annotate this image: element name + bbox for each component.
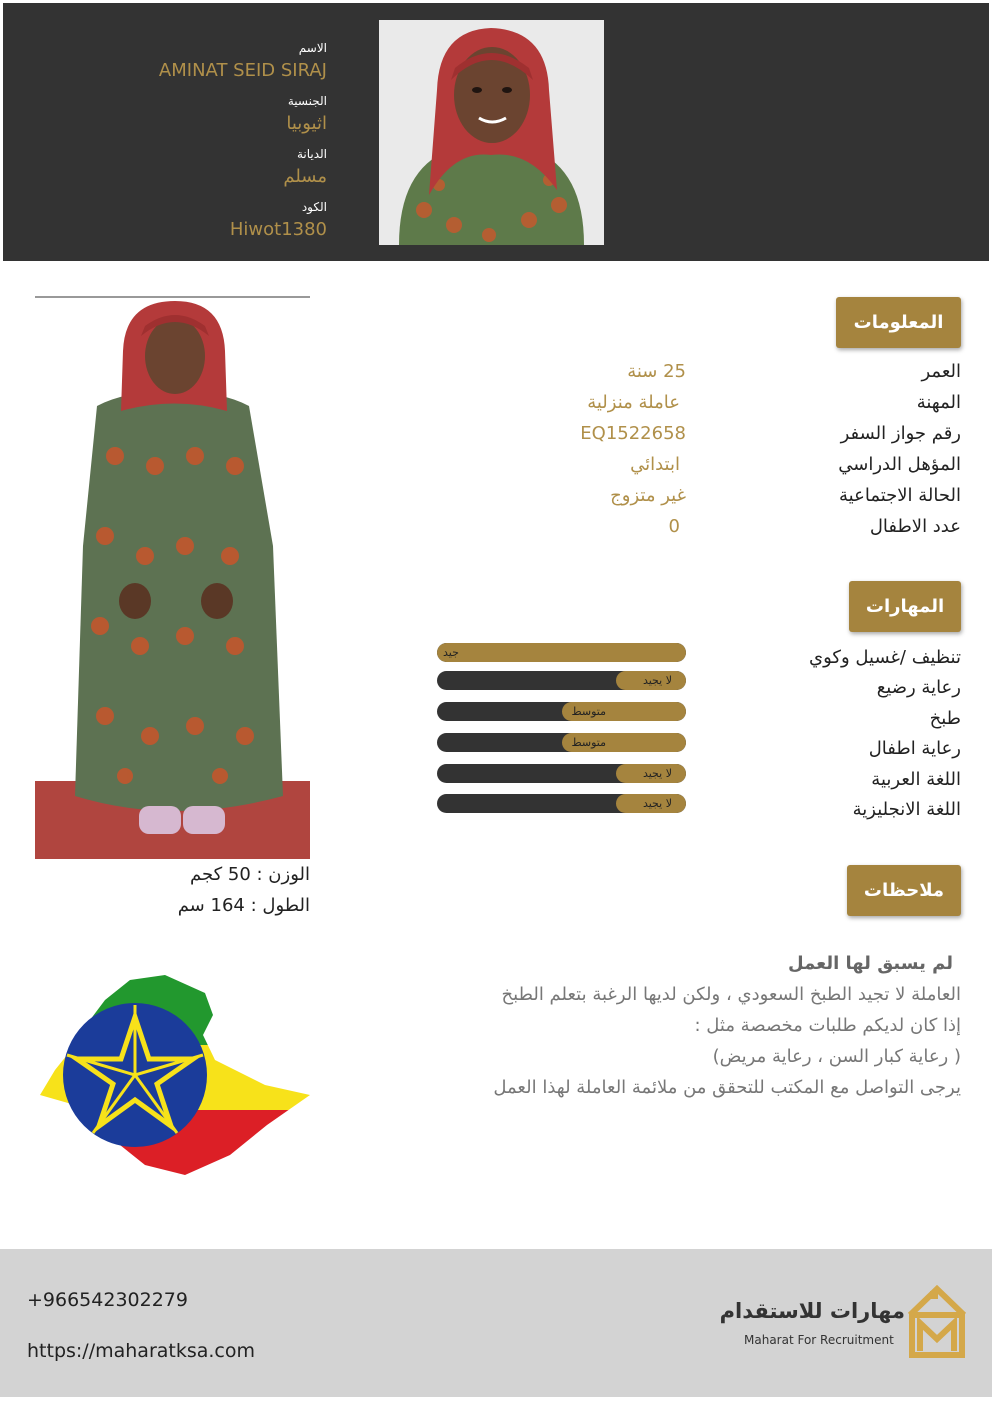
skill-level-text: لا يجيد <box>642 767 672 780</box>
skill-label-cleaning: تنظيف /غسيل وكوي <box>809 647 961 668</box>
profession-value: عاملة منزلية <box>587 392 680 413</box>
notes-block <box>401 948 961 1103</box>
code-label: الكود <box>301 200 327 214</box>
name-value: AMINAT SEID SIRAJ <box>158 60 327 81</box>
children-value: 0 <box>668 516 680 537</box>
skill-level-text: متوسط <box>571 705 606 718</box>
education-label: المؤهل الدراسي <box>838 454 961 475</box>
company-logo <box>719 1285 968 1360</box>
notes-headline: لم يسبق لها العمل <box>788 953 953 974</box>
notes-line: العاملة لا تجيد الطبخ السعودي ، ولكن لديها الرغبة بتعلم الطبخ <box>501 984 961 1005</box>
religion-label: الديانة <box>296 147 327 161</box>
age-label: العمر <box>921 361 961 382</box>
religion-value: مسلم <box>283 166 327 187</box>
info-row-marital <box>0 485 992 515</box>
skill-level-text: لا يجيد <box>642 674 672 687</box>
header-info <box>159 40 327 252</box>
info-row-children <box>0 516 992 546</box>
children-label: عدد الاطفال <box>869 516 961 537</box>
name-label: الاسم <box>298 41 327 55</box>
ethiopia-flag-map-icon <box>35 975 310 1180</box>
skill-label-baby-care: رعاية رضيع <box>876 677 961 698</box>
skill-label-cooking: طبخ <box>929 708 961 729</box>
skill-label-english: اللغة الانجليزية <box>852 799 961 820</box>
nationality-label: الجنسية <box>287 94 327 108</box>
notes-line: ( رعاية كبار السن ، رعاية مريض) <box>712 1046 961 1067</box>
skill-bar-cooking <box>437 702 686 721</box>
passport-label: رقم جواز السفر <box>840 423 961 444</box>
skill-bar-baby-care <box>437 671 686 690</box>
skill-label-child-care: رعاية اطفال <box>868 738 961 759</box>
skill-label-arabic: اللغة العربية <box>871 769 961 790</box>
info-section-title: المعلومات <box>836 297 961 348</box>
info-row-passport <box>0 423 992 453</box>
skills-section-title: المهارات <box>849 581 961 632</box>
phone-text: +966542302279 <box>27 1289 188 1311</box>
logo-english-text: Maharat For Recruitment <box>744 1333 894 1347</box>
skill-bar-english <box>437 794 686 813</box>
skill-level-text: متوسط <box>571 736 606 749</box>
nationality-value: اثيوبيا <box>286 113 327 134</box>
weight-text: الوزن : 50 كجم <box>190 864 310 885</box>
height-text: الطول : 164 سم <box>177 895 310 916</box>
portrait-photo <box>379 20 604 245</box>
age-value: 25 سنة <box>627 361 686 382</box>
logo-arabic-text: مهارات للاستقدام <box>719 1299 905 1323</box>
profession-label: المهنة <box>916 392 961 413</box>
website-link[interactable]: https://maharatksa.com <box>27 1340 256 1362</box>
footer <box>0 1249 992 1397</box>
house-logo-icon <box>906 1285 968 1359</box>
code-value: Hiwot1380 <box>229 219 327 240</box>
notes-line: يرجى التواصل مع المكتب للتحقق من ملائمة العاملة لهذا العمل <box>493 1077 961 1098</box>
info-row-profession <box>0 392 992 422</box>
skill-level-text: لا يجيد <box>642 797 672 810</box>
skill-bar-arabic <box>437 764 686 783</box>
skill-bar-cleaning <box>437 643 686 662</box>
info-row-education <box>0 454 992 484</box>
education-value: ابتدائي <box>630 454 680 475</box>
marital-label: الحالة الاجتماعية <box>839 485 961 506</box>
notes-line: إذا كان لديكم طلبات مخصصة مثل : <box>694 1015 961 1036</box>
notes-section-title: ملاحظات <box>847 865 961 916</box>
skill-level-text: جيد <box>443 646 459 659</box>
skill-bar-fill <box>437 643 686 662</box>
info-row-age <box>0 361 992 391</box>
skill-bar-child-care <box>437 733 686 752</box>
marital-value: غير متزوج <box>610 485 686 506</box>
passport-value: EQ1522658 <box>580 423 686 444</box>
